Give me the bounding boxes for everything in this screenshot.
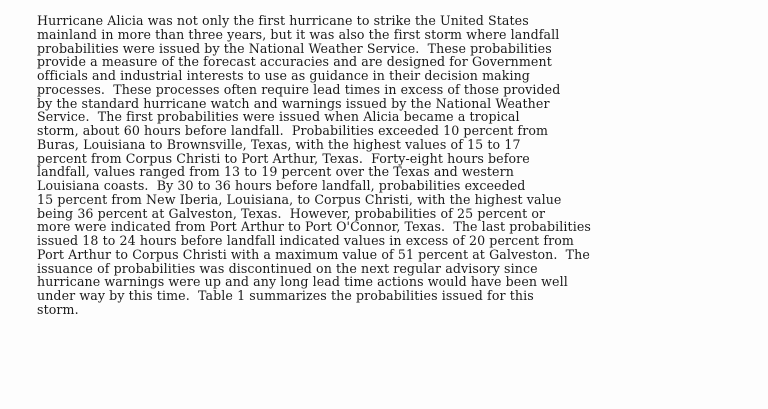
- text-line: 15 percent from New Iberia, Louisiana, to Corpus Christi, with the highest value: [37, 191, 562, 207]
- text-line: by the standard hurricane watch and warnings issued by the National Weather: [37, 95, 550, 111]
- text-line: more were indicated from Port Arthur to Port O'Connor, Texas. The last probabilities: [37, 219, 591, 235]
- text-line: Service. The first probabilities were issued when Alicia became a tropical: [37, 109, 520, 125]
- text-line: provide a measure of the forecast accuracies and are designed for Government: [37, 54, 552, 70]
- text-line: being 36 percent at Galveston, Texas. However, probabilities of 25 percent or: [37, 205, 546, 221]
- text-line: under way by this time. Table 1 summarizes the probabilities issued for this: [37, 288, 534, 303]
- text-line: Hurricane Alicia was not only the first hurricane to strike the United States: [37, 13, 529, 28]
- text-line: Port Arthur to Corpus Christi with a maximum value of 51 percent at Galveston. The: [37, 246, 590, 262]
- text-line: percent from Corpus Christi to Port Arthur, Texas. Forty-eight hours before: [37, 150, 530, 166]
- text-line: issuance of probabilities was discontinued on the next regular advisory since: [37, 260, 538, 276]
- text-line: Louisiana coasts. By 30 to 36 hours before landfall, probabilities exceeded: [37, 178, 526, 193]
- text-line: issued 18 to 24 hours before landfall indicated values in excess of 20 percent from: [37, 233, 574, 248]
- text-line: storm.: [37, 301, 79, 317]
- text-line: hurricane warnings were up and any long lead time actions would have been well: [37, 274, 568, 290]
- text-line: storm, about 60 hours before landfall. Probabilities exceeded 10 percent from: [37, 123, 549, 138]
- body-paragraph: [37, 14, 591, 317]
- text-line: mainland in more than three years, but it was also the first storm where landfall: [37, 26, 560, 42]
- text-line: landfall, values ranged from 13 to 19 percent over the Texas and western: [37, 164, 514, 180]
- text-line: processes. These processes often require lead times in excess of those provided: [37, 81, 561, 97]
- text-line: Buras, Louisiana to Brownsville, Texas, with the highest values of 15 to 17: [37, 136, 521, 152]
- text-line: officials and industrial interests to use as guidance in their decision making: [37, 68, 530, 83]
- text-line: probabilities were issued by the National Weather Service. These probabilities: [37, 40, 552, 56]
